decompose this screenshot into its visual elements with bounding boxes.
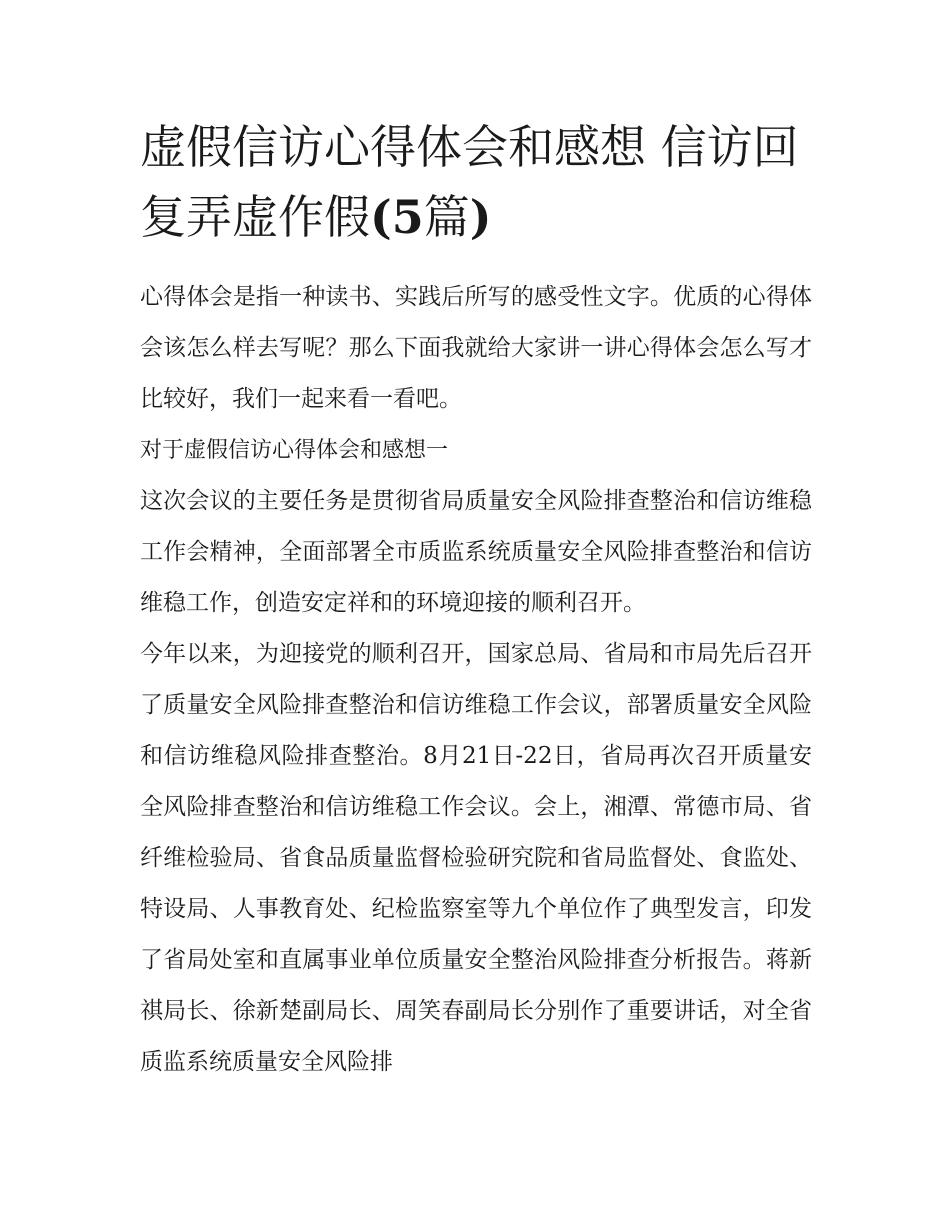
title-count-close: ): [469, 190, 492, 244]
body-paragraph: 今年以来，为迎接党的顺利召开，国家总局、省局和市局先后召开了质量安全风险排查整治和信访维稳工作会议，部署质量安全风险和信访维稳风险排查整治。8月21日-22日，省局再次召开质量安全风险排查整治和信访维稳工作会议。会上，湘潭、常德市局、省纤维检验局、省食品质量监督检验研究院和省局监督处、食监处、特设局、人事教育处、纪检监察室等九个单位作了典型发言，印发了省局处室和直属事业单位质量安全整治风险排查分析报告。蒋新祺局长、徐新楚副局长、周笑春副局长分别作了重要讲话，对全省质监系统质量安全风险排: [140, 641, 812, 1075]
document-body: [140, 272, 812, 1088]
title-text: 虚假信访心得体会和感想 信访回复弄虚作假: [140, 120, 799, 244]
title-count-open: (5: [370, 190, 424, 244]
body-paragraph: 这次会议的主要任务是贯彻省局质量安全风险排查整治和信访维稳工作会精神，全面部署全市质监系统质量安全风险排查整治和信访维稳工作，创造安定祥和的环境迎接的顺利召开。: [140, 488, 812, 616]
document-title: [140, 112, 812, 252]
document-content: [140, 112, 812, 1088]
section-heading: 对于虚假信访心得体会和感想一: [140, 438, 449, 463]
intro-paragraph: 心得体会是指一种读书、实践后所写的感受性文字。优质的心得体会该怎么样去写呢？那么下面我就给大家讲一讲心得体会怎么写才比较好，我们一起来看一看吧。: [140, 284, 812, 412]
title-count-unit: 篇: [423, 190, 470, 244]
